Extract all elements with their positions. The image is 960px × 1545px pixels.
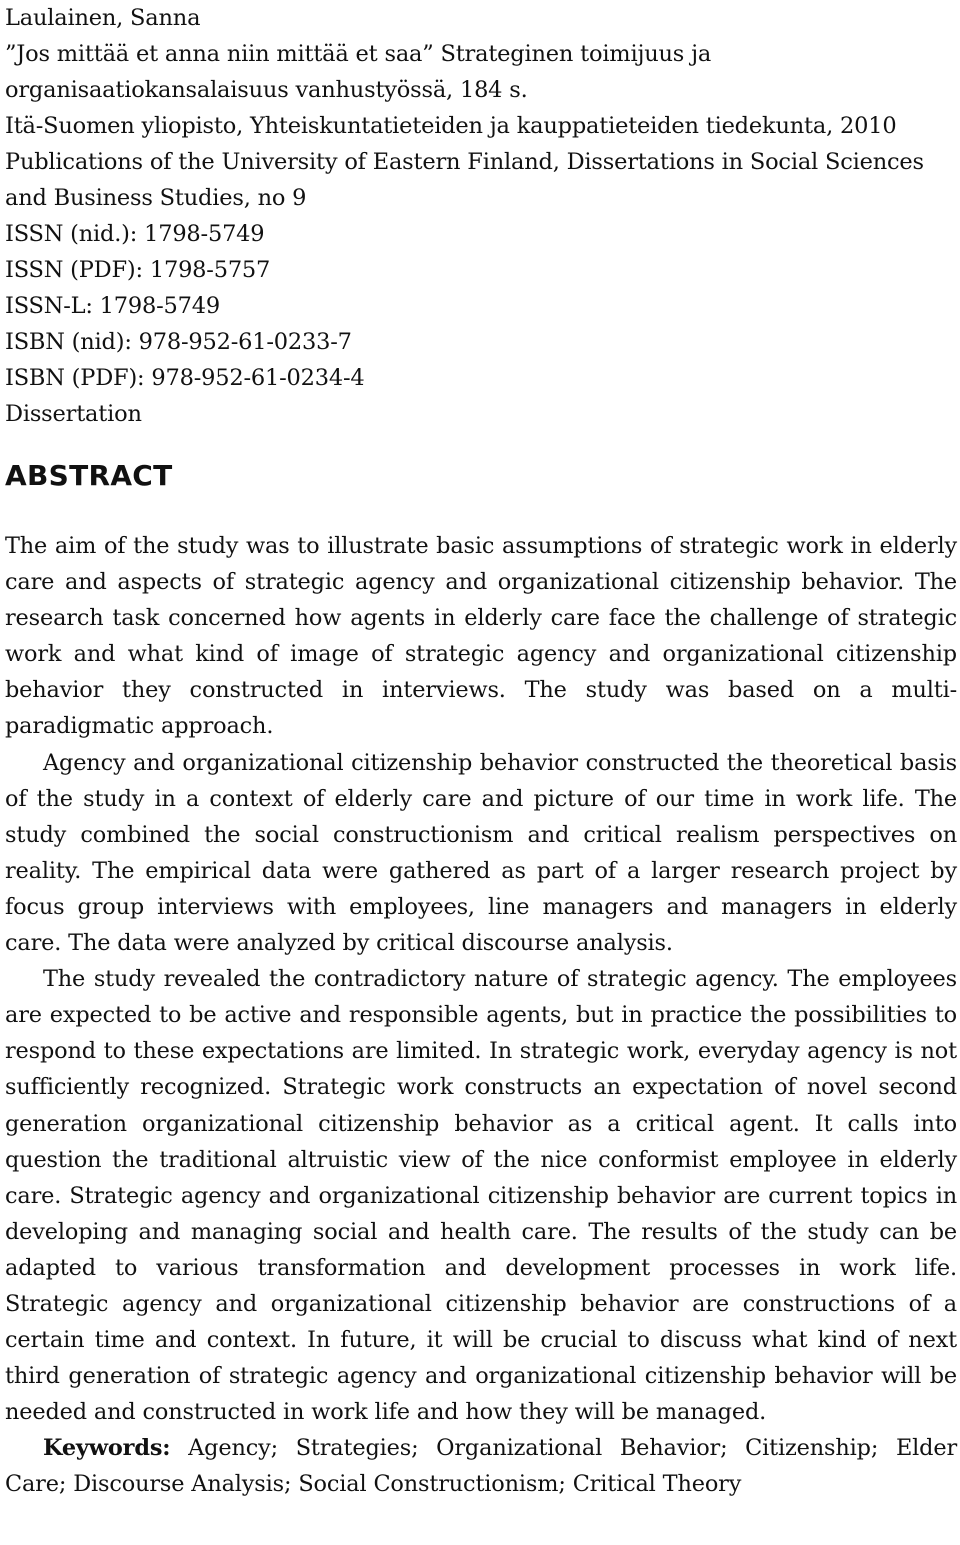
issn-print: ISSN (nid.): 1798-5749 [5, 221, 265, 247]
issn-l: ISSN-L: 1798-5749 [5, 293, 221, 319]
isbn-print: ISBN (nid): 978-952-61-0233-7 [5, 329, 352, 355]
document-type: Dissertation [5, 401, 142, 427]
keywords-label: Keywords: [43, 1435, 171, 1462]
university-line: Itä-Suomen yliopisto, Yhteiskuntatieteiden ja kauppatieteiden tiedekunta, 2010 [5, 113, 897, 139]
isbn-pdf: ISBN (PDF): 978-952-61-0234-4 [5, 365, 365, 391]
document-page [5, 0, 957, 1503]
abstract-paragraph-2: Agency and organizational citizenship behavior constructed the theoretical basis of the study in a context of elderly care and picture of our time in work life. The study combined the social constructionism and critical realism perspectives on reality. The empirical data were gathered as part of a larger research project by focus group interviews with employees, line managers and managers in elderly care. The data were analyzed by critical discourse analysis. [5, 749, 957, 957]
keywords-list: Agency; Strategies; Organizational Behavior; Citizenship; Elder Care; Discourse Analysis; Social Constructionism; Critical Theory [5, 1435, 957, 1498]
issn-pdf: ISSN (PDF): 1798-5757 [5, 257, 271, 283]
bibliographic-metadata [5, 0, 957, 432]
thesis-title: ”Jos mittää et anna niin mittää et saa” Strateginen toimijuus ja organisaatiokansalaisuus vanhustyössä, 184 s. [5, 41, 712, 103]
abstract-body [5, 528, 957, 1503]
abstract-heading: ABSTRACT [5, 459, 173, 492]
abstract-paragraph-1: The aim of the study was to illustrate basic assumptions of strategic work in elderly care and aspects of strategic agency and organizational citizenship behavior. The research task concerned how agents in elderly care face the challenge of strategic work and what kind of image of strategic agency and organizational citizenship behavior they constructed in interviews. The study was based on a multi-paradigmatic approach. [5, 533, 957, 740]
abstract-paragraph-3: The study revealed the contradictory nature of strategic agency. The employees are expected to be active and responsible agents, but in practice the possibilities to respond to these expectations are limited. In strategic work, everyday agency is not sufficiently recognized. Strategic work constructs an expectation of novel second generation organizational citizenship behavior as a critical agent. It calls into question the traditional altruistic view of the nice conformist employee in elderly care. Strategic agency and organizational citizenship behavior are current topics in developing and managing social and health care. The results of the study can be adapted to various transformation and development processes in work life. Strategic agency and organizational citizenship behavior are constructions of a certain time and context. In future, it will be crucial to discuss what kind of next third generation of strategic agency and organizational citizenship behavior will be needed and constructed in work life and how they will be managed. [5, 966, 957, 1426]
author: Laulainen, Sanna [5, 5, 201, 31]
publication-series: Publications of the University of Eastern Finland, Dissertations in Social Sciences and Business Studies, no 9 [5, 149, 924, 211]
keywords-paragraph [5, 1430, 957, 1502]
